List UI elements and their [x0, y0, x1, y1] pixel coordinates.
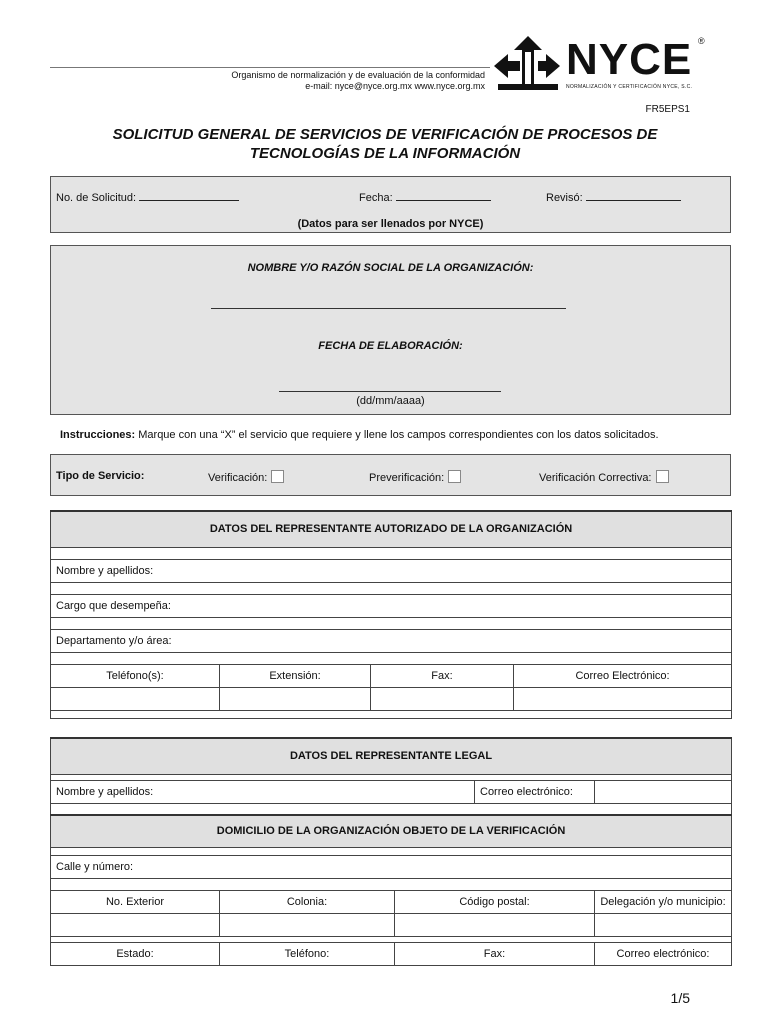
legal-rep-email-input[interactable] — [595, 780, 732, 803]
corrective-checkbox[interactable] — [656, 470, 669, 483]
reviewed-by-field[interactable] — [546, 191, 681, 204]
rep-position-field[interactable]: Cargo que desempeña: — [51, 594, 732, 617]
org-name-input-line[interactable] — [211, 308, 566, 309]
logo-subtitle: NORMALIZACIÓN Y CERTIFICACIÓN NYCE, S.C. — [566, 84, 693, 90]
spacer-row — [51, 847, 732, 855]
spacer-row — [51, 878, 732, 890]
legal-rep-domicile-table — [50, 737, 732, 966]
domicile-email-header: Correo electrónico: — [595, 942, 732, 965]
registered-mark: ® — [698, 36, 705, 46]
spacer-row — [51, 652, 732, 664]
postal-code-input[interactable] — [395, 913, 595, 936]
email-header: Correo Electrónico: — [514, 664, 732, 687]
contact-line: e-mail: nyce@nyce.org.mx www.nyce.org.mx — [305, 81, 485, 91]
request-date-blank[interactable] — [396, 191, 491, 201]
org-description: Organismo de normalización y de evaluación de la conformidad — [231, 70, 485, 80]
spacer-row — [51, 547, 732, 559]
state-header: Estado: — [51, 942, 220, 965]
domicile-fax-header: Fax: — [395, 942, 595, 965]
request-number-label: No. de Solicitud: — [56, 192, 137, 204]
service-verification-label: Verificación: — [208, 472, 268, 484]
legal-rep-name-field[interactable]: Nombre y apellidos: — [51, 780, 475, 803]
authorized-rep-table — [50, 510, 732, 719]
phone-header: Teléfono(s): — [51, 664, 220, 687]
logo-wordmark: NYCE — [566, 35, 693, 84]
title-line-1: SOLICITUD GENERAL DE SERVICIOS DE VERIFICACIÓN DE PROCESOS DE — [112, 126, 658, 143]
nyce-logo — [490, 34, 710, 96]
service-corrective-label: Verificación Correctiva: — [539, 472, 652, 484]
org-name-label: NOMBRE Y/O RAZÓN SOCIAL DE LA ORGANIZACIÓN: — [247, 262, 534, 274]
service-corrective[interactable] — [539, 470, 669, 484]
municipality-input[interactable] — [595, 913, 732, 936]
service-preverification-label: Preverificación: — [369, 472, 445, 484]
street-number-field[interactable]: Calle y número: — [51, 855, 732, 878]
instructions-text: Marque con una “X” el servicio que requiere y llene los campos correspondientes con los datos solicitados. — [135, 429, 659, 441]
nyce-only-note: (Datos para ser llenados por NYCE) — [297, 218, 484, 230]
service-type-box — [50, 454, 731, 496]
header-rule — [50, 67, 490, 68]
verification-checkbox[interactable] — [271, 470, 284, 483]
elaboration-date-input-line[interactable] — [279, 391, 501, 392]
service-preverification[interactable] — [369, 470, 461, 484]
preverification-checkbox[interactable] — [448, 470, 461, 483]
service-type-label: Tipo de Servicio: — [56, 470, 145, 482]
postal-code-header: Código postal: — [395, 890, 595, 913]
spacer-row — [51, 617, 732, 629]
request-date-field[interactable] — [359, 191, 491, 204]
colony-header: Colonia: — [220, 890, 395, 913]
domicile-heading: DOMICILIO DE LA ORGANIZACIÓN OBJETO DE LA VERIFICACIÓN — [51, 815, 732, 847]
municipality-header: Delegación y/o municipio: — [595, 890, 732, 913]
extension-input[interactable] — [220, 687, 371, 710]
exterior-number-header: No. Exterior — [51, 890, 220, 913]
extension-header: Extensión: — [220, 664, 371, 687]
document-code: FR5EPS1 — [645, 104, 690, 115]
instructions — [60, 429, 659, 441]
rep-department-field[interactable]: Departamento y/o área: — [51, 629, 732, 652]
title-line-2: TECNOLOGÍAS DE LA INFORMACIÓN — [249, 145, 521, 162]
elaboration-date-label: FECHA DE ELABORACIÓN: — [318, 340, 463, 352]
page-title — [60, 125, 710, 163]
exterior-number-input[interactable] — [51, 913, 220, 936]
request-number-blank[interactable] — [139, 191, 239, 201]
spacer-row — [51, 803, 732, 815]
page-number: 1/5 — [670, 990, 690, 1006]
legal-rep-email-label: Correo electrónico: — [475, 780, 595, 803]
reviewed-by-label: Revisó: — [546, 192, 583, 204]
spacer-row — [51, 710, 732, 718]
request-date-label: Fecha: — [359, 192, 393, 204]
legal-rep-heading: DATOS DEL REPRESENTANTE LEGAL — [51, 738, 732, 774]
instructions-label: Instrucciones: — [60, 429, 136, 441]
colony-input[interactable] — [220, 913, 395, 936]
email-input[interactable] — [514, 687, 732, 710]
fax-header: Fax: — [371, 664, 514, 687]
domicile-phone-header: Teléfono: — [220, 942, 395, 965]
spacer-row — [51, 582, 732, 594]
request-number-field[interactable] — [56, 191, 239, 204]
request-info-box — [50, 176, 731, 233]
authorized-rep-heading: DATOS DEL REPRESENTANTE AUTORIZADO DE LA ORGANIZACIÓN — [51, 511, 732, 547]
rep-name-field[interactable]: Nombre y apellidos: — [51, 559, 732, 582]
reviewed-by-blank[interactable] — [586, 191, 681, 201]
fax-input[interactable] — [371, 687, 514, 710]
service-verification[interactable] — [208, 470, 284, 484]
phone-input[interactable] — [51, 687, 220, 710]
date-format-hint: (dd/mm/aaaa) — [356, 395, 425, 407]
organization-box — [50, 245, 731, 415]
